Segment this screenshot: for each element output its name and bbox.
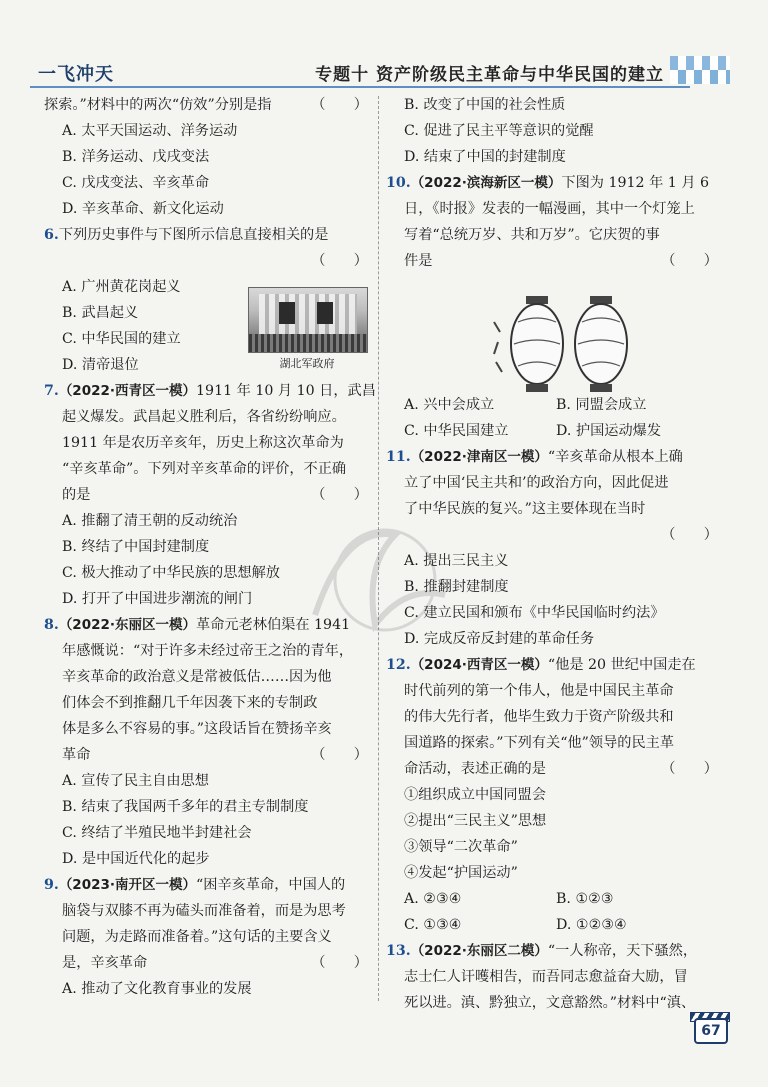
q5-stem-tail <box>44 92 374 118</box>
brand-logo: 一飞冲天 <box>38 64 114 85</box>
q9-line-3: 问题，为走路而准备着。”这句话的主要含义 <box>62 929 332 945</box>
page-number-box <box>686 1012 732 1042</box>
q13-line-1 <box>386 938 724 964</box>
page-number: 67 <box>694 1018 728 1044</box>
answer-paren: （ ） <box>661 761 718 777</box>
q8-line-3: 辛亥革命的政治意义是常被低估……因为他 <box>62 669 332 685</box>
lantern-cartoon <box>486 292 636 402</box>
q10-option-b: B. 同盟会成立 <box>556 397 647 413</box>
q11-option-d: D. 完成反帝反封建的革命任务 <box>404 631 595 647</box>
q10-options-row-2 <box>386 418 724 444</box>
header-rule <box>30 86 690 88</box>
q12-options-row-2 <box>386 912 724 938</box>
q8-source: （2022·东丽区一模） <box>58 617 197 633</box>
q7-line-3: 1911 年是农历辛亥年，历史上称这次革命为 <box>62 435 344 451</box>
q6-option-a: A. 广州黄花岗起义 <box>62 279 181 295</box>
q13-line-3: 死以进。滇、黔独立，文意豁然。”材料中“滇、 <box>404 995 696 1011</box>
q12-line-3: 的伟大先行者，他毕生致力于资产阶级共和 <box>404 709 674 725</box>
answer-paren: （ ） <box>311 747 368 763</box>
q8-number: 8. <box>44 617 59 633</box>
q6-option-d: D. 清帝退位 <box>62 357 139 373</box>
q12-line-1 <box>386 652 724 678</box>
q9-line-2: 脑袋与双膝不再为磕头而准备着，而是为思考 <box>62 903 346 919</box>
answer-paren: （ ） <box>311 253 368 269</box>
flag-left <box>279 302 295 324</box>
q8-text-end: 革命 <box>62 747 91 763</box>
q13-number: 13. <box>386 943 411 959</box>
q9-option-d: D. 结束了中国的封建制度 <box>404 149 566 165</box>
q6-stem <box>44 222 374 248</box>
q12-text-end: 命活动，表述正确的是 <box>404 761 546 777</box>
q9-option-b: B. 改变了中国的社会性质 <box>404 97 566 113</box>
handwritten-marks <box>494 322 502 372</box>
q12-item-3: ③领导“二次革命” <box>404 839 518 855</box>
q8-line-2: 年感慨说：“对于许多未经过帝王之治的青年， <box>62 643 354 659</box>
q7-option-b: B. 终结了中国封建制度 <box>62 539 210 555</box>
q13-text: “一人称帝，天下骚然， <box>547 943 698 959</box>
header-decoration-row2 <box>670 70 730 84</box>
answer-paren: （ ） <box>661 527 718 543</box>
q12-source: （2024·西青区一模） <box>410 657 548 673</box>
q11-option-b: B. 推翻封建制度 <box>404 579 509 595</box>
q12-option-c: C. ①③④ <box>404 917 462 933</box>
q5-option-c: C. 戊戌变法、辛亥革命 <box>62 175 210 191</box>
flag-right <box>317 302 333 324</box>
q10-line-3: 写着“总统万岁、共和万岁”。它庆贺的事 <box>404 227 660 243</box>
q5-option-a: A. 太平天国运动、洋务运动 <box>62 123 238 139</box>
answer-paren: （ ） <box>311 955 368 971</box>
q10-text: 下图为 1912 年 1 月 6 <box>561 175 710 191</box>
historical-photo <box>248 287 368 353</box>
q12-option-d: D. ①②③④ <box>556 917 627 933</box>
q7-text: 1911 年 10 月 10 日，武昌 <box>196 383 376 399</box>
q10-line-4 <box>386 248 724 274</box>
lantern-left <box>511 296 563 392</box>
q10-option-d: D. 护国运动爆发 <box>556 423 662 439</box>
q11-line-3: 了中华民族的复兴。”这主要体现在当时 <box>404 501 646 517</box>
q9-line-1 <box>44 872 374 898</box>
q10-source: （2022·滨海新区一模） <box>410 175 562 191</box>
q11-line-1 <box>386 444 724 470</box>
q12-item-1: ①组织成立中国同盟会 <box>404 787 546 803</box>
q12-option-b: B. ①②③ <box>556 891 614 907</box>
q8-option-b: B. 结束了我国两千多年的君主专制制度 <box>62 799 309 815</box>
q9-option-c: C. 促进了民主平等意识的觉醒 <box>404 123 594 139</box>
q6-stem-text: 下列历史事件与下图所示信息直接相关的是 <box>58 227 329 243</box>
q11-text: “辛亥革命从根本上确 <box>547 449 683 465</box>
q7-option-d: D. 打开了中国进步潮流的闸门 <box>62 591 253 607</box>
watermark-logo <box>275 505 475 655</box>
q10-options-row-1 <box>386 392 724 418</box>
q10-line-2: 日，《时报》发表的一幅漫画，其中一个灯笼上 <box>404 201 695 217</box>
q9-source: （2023·南开区一模） <box>58 877 197 893</box>
building-facade <box>259 294 357 334</box>
q9-number: 9. <box>44 877 59 893</box>
q7-source: （2022·西青区一模） <box>58 383 197 399</box>
q10-number: 10. <box>386 175 411 191</box>
answer-paren: （ ） <box>661 253 718 269</box>
q6-option-b: B. 武昌起义 <box>62 305 139 321</box>
q12-line-2: 时代前列的第一个伟人，他是中国民主革命 <box>404 683 674 699</box>
q13-source: （2022·东丽区二模） <box>410 943 548 959</box>
q7-text-end: 的是 <box>62 487 91 503</box>
q12-line-5 <box>386 756 724 782</box>
q8-option-a: A. 宣传了民主自由思想 <box>62 773 209 789</box>
q9-text-end: 是，辛亥革命 <box>62 955 148 971</box>
q12-item-2: ②提出“三民主义”思想 <box>404 813 547 829</box>
q6-option-c: C. 中华民国的建立 <box>62 331 181 347</box>
q9-text: “困辛亥革命，中国人的 <box>196 877 346 893</box>
q7-option-c: C. 极大推动了中华民族的思想解放 <box>62 565 280 581</box>
chapter-title: 专题十 资产阶级民主革命与中华民国的建立 <box>315 65 664 85</box>
crowd <box>249 334 367 352</box>
q8-text: 革命元老林伯渠在 1941 <box>196 617 351 633</box>
q7-line-4: “辛亥革命”。下列对辛亥革命的评价，不正确 <box>62 461 347 477</box>
q11-option-a: A. 提出三民主义 <box>404 553 509 569</box>
q8-option-c: C. 终结了半殖民地半封建社会 <box>62 825 252 841</box>
q7-line-2: 起义爆发。武昌起义胜利后，各省纷纷响应。 <box>62 409 346 425</box>
q8-line-5: 体是多么不容易的事。”这段话旨在赞扬辛亥 <box>62 721 332 737</box>
q12-line-4: 国道路的探索。”下列有关“他”领导的民主革 <box>404 735 675 751</box>
q6-paren-line <box>44 248 374 274</box>
q12-text: “他是 20 世纪中国走在 <box>547 657 696 673</box>
page-header <box>30 56 730 86</box>
q5-option-b: B. 洋务运动、戊戌变法 <box>62 149 210 165</box>
q8-option-d: D. 是中国近代化的起步 <box>62 851 210 867</box>
q8-line-6 <box>44 742 374 768</box>
q11-source: （2022·津南区一模） <box>410 449 548 465</box>
lantern-right <box>575 296 627 392</box>
q9-option-a: A. 推动了文化教育事业的发展 <box>62 981 252 997</box>
q11-line-2: 立了中国‘民主共和’的政治方向，因此促进 <box>404 475 669 491</box>
q13-line-2: 志士仁人讦嚄相告，而吾同志愈益奋大励，冒 <box>404 969 688 985</box>
q12-number: 12. <box>386 657 411 673</box>
q7-number: 7. <box>44 383 59 399</box>
q12-item-4: ④发起“护国运动” <box>404 865 518 881</box>
q7-line-1 <box>44 378 374 404</box>
q10-option-c: C. 中华民国建立 <box>404 423 509 439</box>
q10-line-1 <box>386 170 724 196</box>
answer-paren: （ ） <box>311 487 368 503</box>
q11-number: 11. <box>386 449 411 465</box>
q5-option-d: D. 辛亥革命、新文化运动 <box>62 201 224 217</box>
q5-stem-text: 探索。”材料中的两次“仿效”分别是指 <box>44 97 272 113</box>
q11-option-c: C. 建立民国和颁布《中华民国临时约法》 <box>404 605 665 621</box>
hubei-military-government-photo <box>248 287 366 370</box>
q6-number: 6. <box>44 227 59 243</box>
q10-text-end: 件是 <box>404 253 433 269</box>
q12-option-a: A. ②③④ <box>404 891 462 907</box>
q10-option-a: A. 兴中会成立 <box>404 397 495 413</box>
q7-option-a: A. 推翻了清王朝的反动统治 <box>62 513 238 529</box>
q9-line-4 <box>44 950 374 976</box>
photo-caption: 湖北军政府 <box>279 357 335 370</box>
q12-options-row-1 <box>386 886 724 912</box>
q8-line-4: 们体会不到推翻几千年因袭下来的专制政 <box>62 695 318 711</box>
answer-paren: （ ） <box>311 97 368 113</box>
